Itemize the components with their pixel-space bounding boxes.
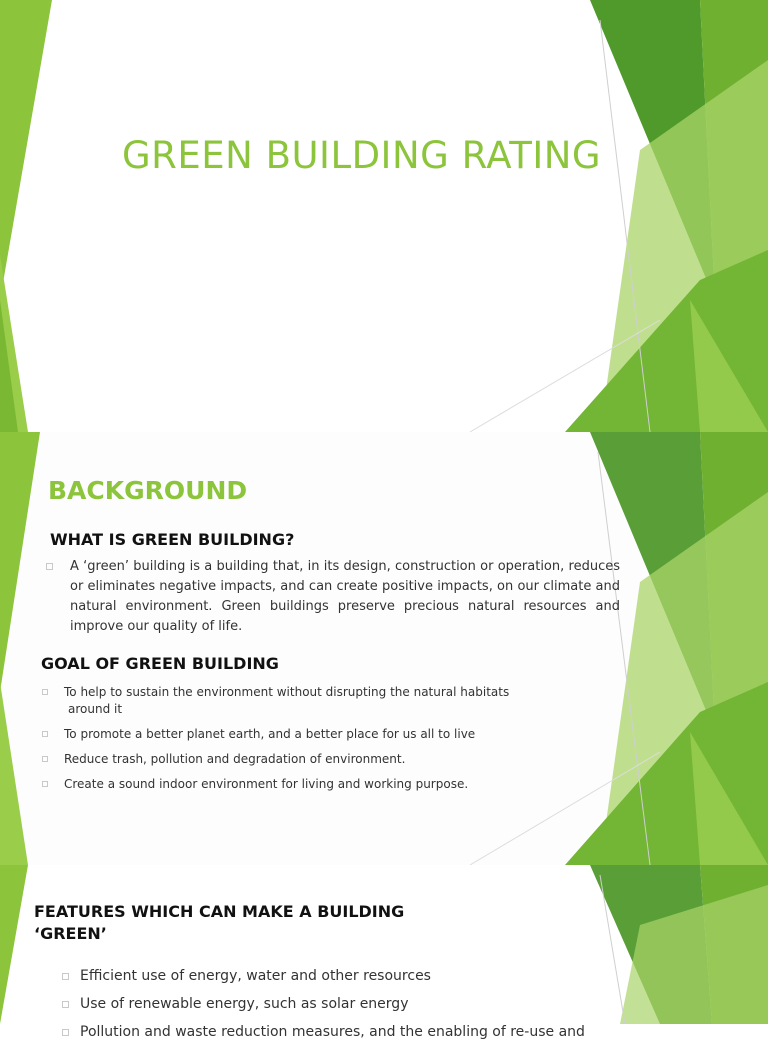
what-text: A ‘green’ building is a building that, in its design, construction or operation, reduces or eliminates negative impacts, and can create positive impacts, on our climate and natural environment. Green buildings preserve precious natural resources and improve our quality of life. bbox=[70, 559, 620, 634]
section-heading: BACKGROUND bbox=[48, 476, 248, 505]
title-slide bbox=[0, 0, 768, 432]
square-bullet-icon bbox=[42, 756, 48, 762]
list-item bbox=[42, 751, 562, 776]
features-heading-line2: ‘GREEN’ bbox=[34, 924, 107, 943]
goal-text: Reduce trash, pollution and degradation of environment. bbox=[64, 752, 406, 766]
goal-text: To promote a better planet earth, and a better place for us all to live bbox=[64, 727, 476, 741]
list-item bbox=[42, 726, 562, 751]
slide-title: GREEN BUILDING RATING bbox=[122, 134, 602, 177]
green-triangle-decoration bbox=[0, 0, 768, 432]
goal-text: Create a sound indoor environment for living and working purpose. bbox=[64, 777, 469, 791]
goal-list bbox=[42, 684, 562, 801]
list-item bbox=[46, 557, 620, 637]
feature-text: Use of renewable energy, such as solar energy bbox=[80, 996, 409, 1012]
what-heading: WHAT IS GREEN BUILDING? bbox=[50, 530, 295, 549]
features-slide bbox=[0, 865, 768, 1040]
square-bullet-icon bbox=[62, 1029, 69, 1036]
list-item bbox=[42, 776, 562, 801]
goal-heading: GOAL OF GREEN BUILDING bbox=[41, 654, 279, 673]
what-list bbox=[46, 557, 620, 637]
features-heading bbox=[34, 901, 434, 945]
list-item bbox=[42, 684, 562, 726]
square-bullet-icon bbox=[46, 563, 53, 570]
left-triangle-top bbox=[0, 432, 40, 692]
square-bullet-icon bbox=[42, 781, 48, 787]
list-item bbox=[62, 1018, 622, 1046]
feature-text: Efficient use of energy, water and other resources bbox=[80, 968, 431, 984]
square-bullet-icon bbox=[62, 1001, 69, 1008]
left-triangle-bottom bbox=[0, 682, 28, 865]
list-item bbox=[62, 990, 622, 1018]
square-bullet-icon bbox=[42, 731, 48, 737]
left-triangle bbox=[0, 865, 28, 1024]
square-bullet-icon bbox=[62, 973, 69, 980]
list-item bbox=[62, 962, 622, 990]
features-list bbox=[62, 962, 622, 1046]
features-heading-line1: FEATURES WHICH CAN MAKE A BUILDING bbox=[34, 902, 405, 921]
goal-text-continued: around it bbox=[68, 702, 123, 716]
square-bullet-icon bbox=[42, 689, 48, 695]
feature-text: Pollution and waste reduction measures, and the enabling of re-use and bbox=[80, 1024, 585, 1040]
goal-text: To help to sustain the environment without disrupting the natural habitats bbox=[64, 685, 510, 699]
background-slide bbox=[0, 432, 768, 865]
left-triangle-top bbox=[0, 0, 52, 300]
